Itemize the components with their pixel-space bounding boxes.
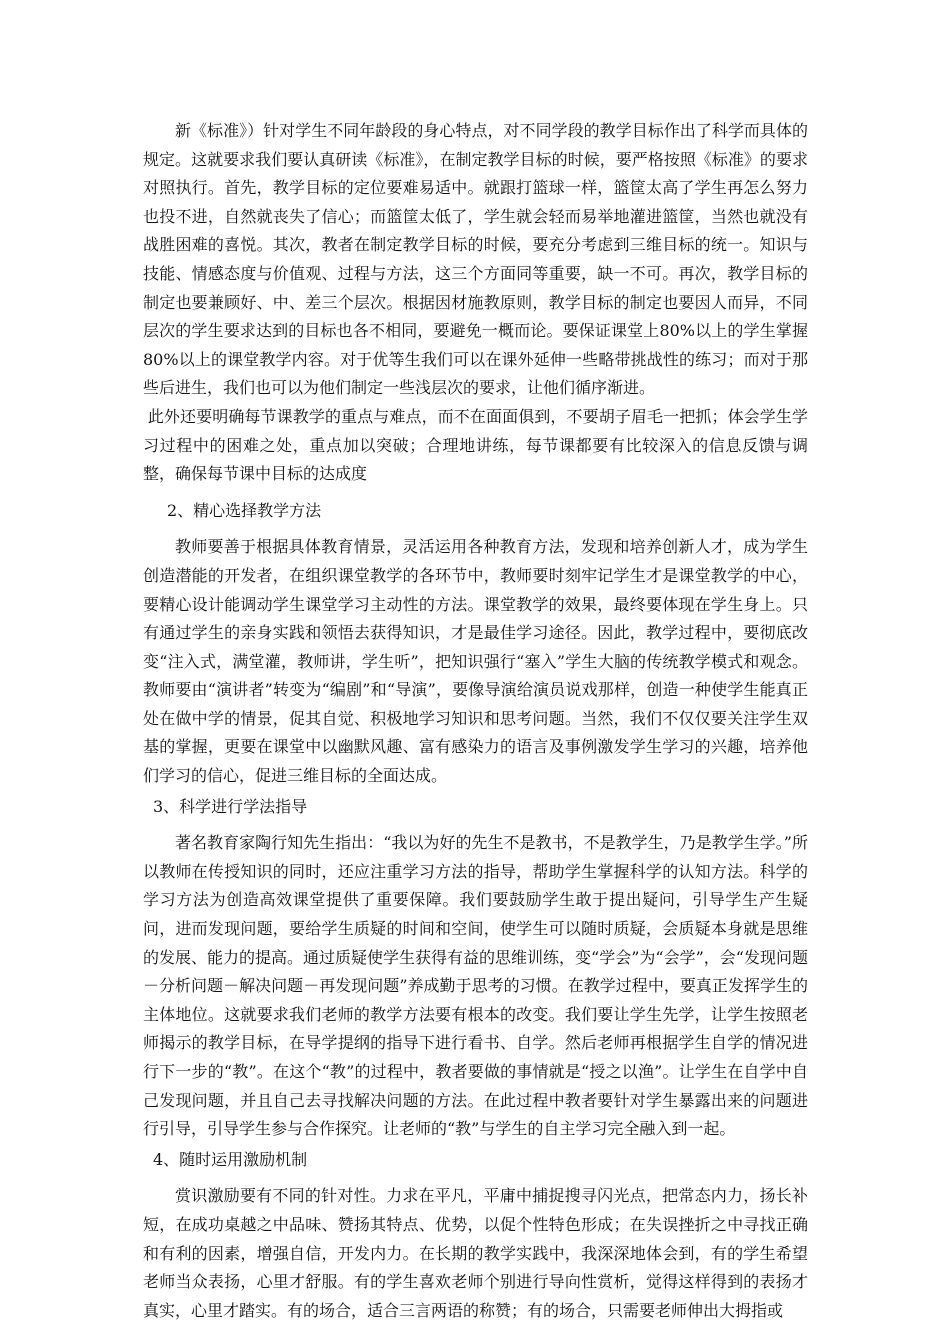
paragraph-learning-guidance: 著名教育家陶行知先生指出：“我以为好的先生不是教书，不是教学生，乃是教学生学。”所以教师在传授知识的同时，还应注重学习方法的指导，帮助学生掌握科学的认知方法。科学的学习方法为创造高效课堂提供了重要保障。我们要鼓励学生敢于提出疑问，引导学生产生疑问，进而发现问题，要给学生质疑的时间和空间，使学生可以随时质疑，会质疑本身就是思维的发展、能力的提高。通过质疑使学生获得有益的思维训练，变“学会”为“会学”，会“发现问题－分析问题－解决问题－再发现问题”养成勤于思考的习惯。在教学过程中，要真正发挥学生的主体地位。这就要求我们老师的教学方法要有根本的改变。我们要让学生先学，让学生按照老师揭示的教学目标，在导学提纲的指导下进行看书、自学。然后老师再根据学生自学的情况进行下一步的“教”。在这个“教”的过程中，教者要做的事情就是“授之以渔”。让学生在自学中自己发现问题，并且自己去寻找解决问题的方法。在此过程中教者要针对学生暴露出来的问题进行引导，引导学生参与合作探究。让老师的“教”与学生的自主学习完全融入到一起。 [143,833,808,1139]
paragraph-teaching-methods: 教师要善于根据具体教育情景，灵活运用各种教育方法，发现和培养创新人才，成为学生创造潜能的开发者，在组织课堂教学的各环节中，教师要时刻牢记学生才是课堂教学的中心，要精心设计能调动学生课堂学习主动性的方法。课堂教学的效果，最终要体现在学生身上。只有通过学生的亲身实践和领悟去获得知识，才是最佳学习途径。因此，教学过程中，要彻底改变“注入式，满堂灌，教师讲，学生听”，把知识强行“塞入”学生大脑的传统教学模式和观念。教师要由“演讲者”转变为“编剧”和“导演”，要像导演给演员说戏那样，创造一种使学生能真正处在做中学的情景，促其自觉、积极地学习知识和思考问题。当然，我们不仅仅要关注学生双基的掌握，更要在课堂中以幽默风趣、富有感染力的语言及事例激发学生学习的兴趣，培养他们学习的信心，促进三维目标的全面达成。 [143,537,808,786]
heading-teaching-methods: 2、精心选择教学方法 [167,500,322,520]
heading-learning-guidance: 3、科学进行学法指导 [153,796,308,816]
paragraph-teaching-objectives: 新《标准》）针对学生不同年龄段的身心特点，对不同学段的教学目标作出了科学而具体的规定。这就要求我们要认真研读《标准》，在制定教学目标的时候，要严格按照《标准》的要求对照执行。首先，教学目标的定位要难易适中。就跟打篮球一样，篮筐太高了学生再怎么努力也投不进，自然就丧失了信心；而篮筐太低了，学生就会轻而易举地灌进篮筐，当然也就没有战胜困难的喜悦。其次，教者在制定教学目标的时候，要充分考虑到三维目标的统一。知识与技能、情感态度与价值观、过程与方法，这三个方面同等重要，缺一不可。再次，教学目标的制定也要兼顾好、中、差三个层次。根据因材施教原则，教学目标的制定也要因人而异，不同层次的学生要求达到的目标也各不相同，要避免一概而论。要保证课堂上80%以上的学生掌握80%以上的课堂教学内容。对于优等生我们可以在课外延伸一些略带挑战性的练习；而对于那些后进生，我们也可以为他们制定一些浅层次的要求，让他们循序渐进。 [143,121,808,398]
document-page [143,117,808,1325]
paragraph-key-points: 此外还要明确每节课教学的重点与难点，而不在面面俱到，不要胡子眉毛一把抓；体会学生学习过程中的困难之处，重点加以突破；合理地讲练，每节课都要有比较深入的信息反馈与调整，确保每节课中目标的达成度 [143,406,808,484]
heading-incentive-mechanism: 4、随时运用激励机制 [153,1149,308,1169]
paragraph-incentive-mechanism: 赏识激励要有不同的针对性。力求在平凡，平庸中捕捉搜寻闪光点，把常态内力，扬长补短，在成功桌越之中品味、赞扬其特点、优势，以促个性特色形成；在失误挫折之中寻找正确和有利的因素，增强自信，开发内力。在长期的教学实践中，我深深地体会到，有的学生希望老师当众表扬，心里才舒服。有的学生喜欢老师个别进行导向性赏析，觉得这样得到的表扬才真实，心里才踏实。有的场合，适合三言两语的称赞；有的场合，只需要老师伸出大拇指或 [143,1186,808,1320]
